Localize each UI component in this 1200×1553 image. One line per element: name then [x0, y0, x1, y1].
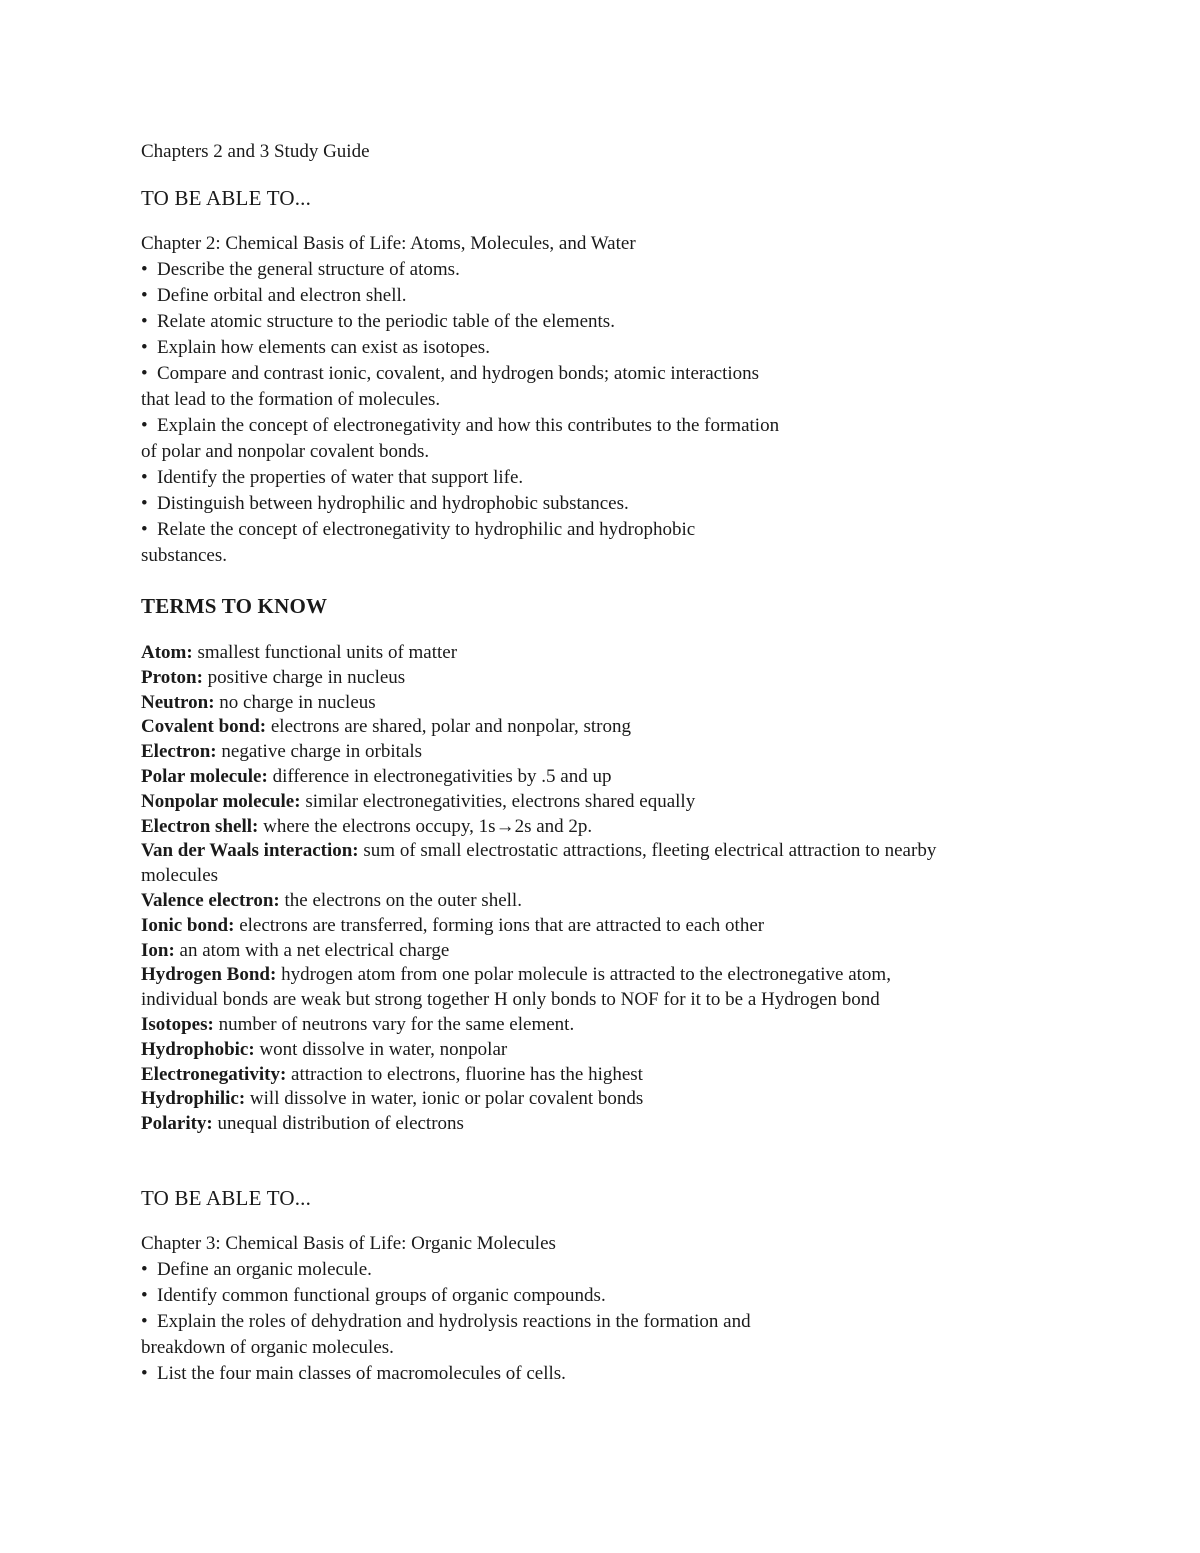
objective-item: • Identify the properties of water that support life.	[141, 465, 1101, 491]
term-definition: sum of small electrostatic attractions, fleeting electrical attraction to nearby	[358, 840, 937, 862]
term-row	[141, 691, 1101, 716]
term-row	[141, 1112, 1101, 1137]
objective-item: • List the four main classes of macromolecules of cells.	[141, 1361, 1101, 1387]
term-label: Proton:	[141, 666, 203, 688]
term-row	[141, 939, 1101, 964]
study-guide-content	[141, 140, 1101, 1387]
term-label: Valence electron:	[141, 889, 280, 911]
term-row	[141, 641, 1101, 666]
objective-continuation: substances.	[141, 545, 228, 566]
term-row	[141, 815, 1101, 840]
term-definition: electrons are shared, polar and nonpolar, strong	[266, 716, 631, 738]
term-definition: positive charge in nucleus	[202, 666, 406, 688]
term-label: Isotopes:	[141, 1013, 214, 1035]
section-heading-able-to-2: TO BE ABLE TO...	[141, 1185, 312, 1210]
term-definition: negative charge in orbitals	[216, 741, 423, 763]
objective-item: • Define an organic molecule.	[141, 1257, 1101, 1283]
bullet-icon: •	[141, 285, 148, 306]
term-row	[141, 889, 1101, 914]
objective-item: • Define orbital and electron shell.	[141, 283, 1101, 309]
objective-item: • Distinguish between hydrophilic and hydrophobic substances.	[141, 491, 1101, 517]
objective-item: • Describe the general structure of atoms.	[141, 257, 1101, 283]
term-label: Neutron:	[141, 691, 215, 713]
term-label: Nonpolar molecule:	[141, 790, 301, 812]
bullet-icon: •	[141, 467, 148, 488]
chapter-2-objectives	[141, 257, 1101, 569]
term-label: Electronegativity:	[141, 1063, 287, 1085]
section-heading-able-to: TO BE ABLE TO...	[141, 186, 312, 210]
term-row	[141, 839, 1101, 864]
bullet-icon: •	[141, 311, 148, 332]
term-definition: individual bonds are weak but strong together H only bonds to NOF for it to be a Hydrogen bond	[141, 989, 880, 1011]
term-definition: where the electrons occupy, 1s→2s and 2p.	[258, 815, 593, 837]
term-row	[141, 963, 1101, 988]
bullet-icon: •	[141, 519, 148, 540]
bullet-icon: •	[141, 415, 148, 436]
term-label: Hydrogen Bond:	[141, 964, 277, 986]
term-definition: smallest functional units of matter	[192, 642, 458, 663]
term-definition: hydrogen atom from one polar molecule is attracted to the electronegative atom,	[276, 964, 891, 986]
bullet-icon: •	[141, 337, 148, 358]
objective-item: • Relate the concept of electronegativity to hydrophilic and hydrophobic	[141, 517, 1101, 543]
term-row	[141, 740, 1101, 765]
term-definition: the electrons on the outer shell.	[279, 889, 522, 911]
objective-continuation: of polar and nonpolar covalent bonds.	[141, 441, 430, 462]
term-row	[141, 1038, 1101, 1063]
term-label: Ionic bond:	[141, 914, 235, 936]
section-heading-terms: TERMS TO KNOW	[141, 594, 328, 618]
bullet-icon: •	[141, 1284, 148, 1306]
term-definition: no charge in nucleus	[214, 691, 376, 713]
term-definition: molecules	[141, 865, 219, 887]
chapter-2-title: Chapter 2: Chemical Basis of Life: Atoms, Molecules, and Water	[141, 233, 636, 254]
bullet-icon: •	[141, 363, 148, 384]
term-definition: number of neutrons vary for the same element.	[213, 1013, 575, 1035]
objective-item: • Identify common functional groups of organic compounds.	[141, 1283, 1101, 1309]
objective-continuation: breakdown of organic molecules.	[141, 1336, 394, 1358]
term-definition: unequal distribution of electrons	[212, 1113, 464, 1135]
term-row	[141, 1063, 1101, 1088]
term-definition: electrons are transferred, forming ions that are attracted to each other	[234, 914, 765, 936]
term-definition: attraction to electrons, fluorine has the highest	[286, 1063, 643, 1085]
objective-item: • Explain how elements can exist as isotopes.	[141, 335, 1101, 361]
bullet-icon: •	[141, 1310, 148, 1332]
term-row	[141, 790, 1101, 815]
term-row	[141, 715, 1101, 740]
term-definition: will dissolve in water, ionic or polar covalent bonds	[245, 1088, 644, 1110]
bullet-icon: •	[141, 259, 148, 280]
term-label: Electron:	[141, 741, 217, 763]
term-label: Covalent bond:	[141, 716, 267, 738]
objective-item: • Explain the roles of dehydration and hydrolysis reactions in the formation and	[141, 1309, 1101, 1335]
bullet-icon: •	[141, 493, 148, 514]
term-label: Van der Waals interaction:	[141, 840, 359, 862]
term-label: Atom:	[141, 642, 193, 663]
term-definition: wont dissolve in water, nonpolar	[254, 1038, 508, 1060]
bullet-icon: •	[141, 1258, 148, 1280]
objective-continuation: that lead to the formation of molecules.	[141, 389, 441, 410]
term-label: Hydrophilic:	[141, 1088, 246, 1110]
objective-item: • Compare and contrast ionic, covalent, and hydrogen bonds; atomic interactions	[141, 361, 1101, 387]
term-label: Electron shell:	[141, 815, 259, 837]
objective-item: • Relate atomic structure to the periodic table of the elements.	[141, 309, 1101, 335]
chapter-3-objectives	[141, 1257, 1101, 1387]
bullet-icon: •	[141, 1362, 148, 1384]
term-definition: difference in electronegativities by .5 and up	[267, 765, 612, 787]
term-definition: an atom with a net electrical charge	[174, 939, 450, 961]
term-label: Polarity:	[141, 1113, 213, 1135]
term-row	[141, 914, 1101, 939]
terms-list	[141, 641, 1101, 1137]
term-row	[141, 1013, 1101, 1038]
term-row	[141, 765, 1101, 790]
chapter-3-title: Chapter 3: Chemical Basis of Life: Organic Molecules	[141, 1232, 556, 1254]
term-row	[141, 1087, 1101, 1112]
term-row	[141, 864, 1101, 889]
term-row	[141, 988, 1101, 1013]
term-label: Ion:	[141, 939, 175, 961]
term-row	[141, 666, 1101, 691]
term-label: Polar molecule:	[141, 765, 268, 787]
term-definition: similar electronegativities, electrons shared equally	[300, 790, 696, 812]
objective-item: • Explain the concept of electronegativity and how this contributes to the formation	[141, 413, 1101, 439]
term-label: Hydrophobic:	[141, 1038, 255, 1060]
document-title: Chapters 2 and 3 Study Guide	[141, 141, 370, 162]
